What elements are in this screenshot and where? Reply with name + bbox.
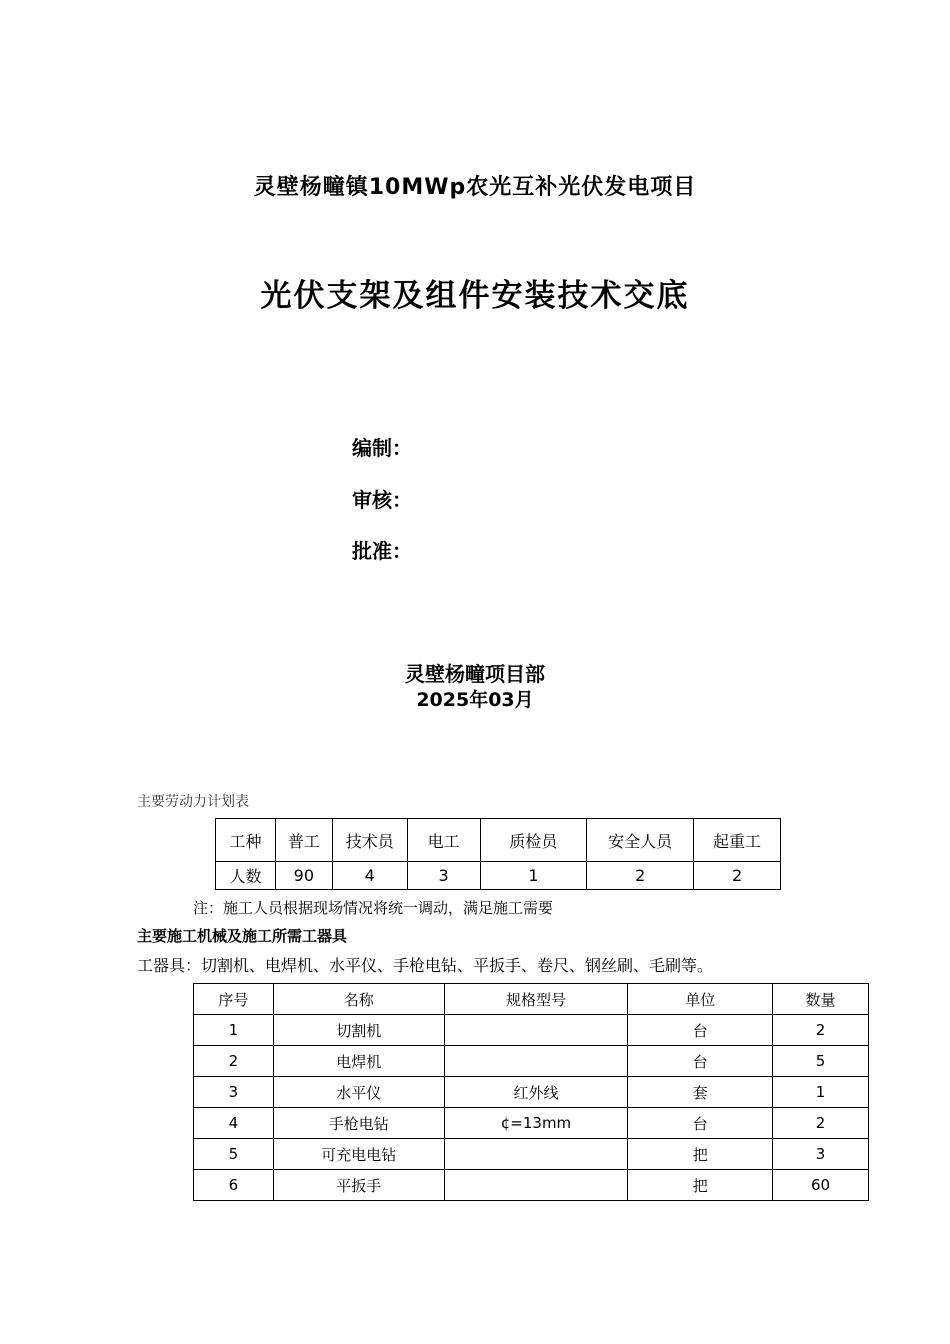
document-title: 光伏支架及组件安装技术交底 <box>260 278 690 314</box>
organization-name: 灵壁杨疃项目部 <box>405 662 545 686</box>
table-cell: 序号 <box>194 984 274 1015</box>
tools-list-text: 工器具：切割机、电焊机、水平仪、手枪电钻、平扳手、卷尺、钢丝刷、毛刷等。 <box>137 956 714 975</box>
prepared-by-label: 编制： <box>352 436 412 460</box>
table-cell: 质检员 <box>480 819 587 862</box>
table-header-row <box>194 984 869 1015</box>
table-cell: 1 <box>480 862 587 890</box>
table-cell: 起重工 <box>694 819 781 862</box>
table-cell: 电工 <box>407 819 480 862</box>
table-cell: 台 <box>628 1015 773 1046</box>
table-cell: 水平仪 <box>273 1077 444 1108</box>
table-cell: 台 <box>628 1046 773 1077</box>
table-cell: 套 <box>628 1077 773 1108</box>
table-cell <box>444 1139 628 1170</box>
table-cell: ¢=13mm <box>444 1108 628 1139</box>
table-row <box>194 1015 869 1046</box>
table-cell: 切割机 <box>273 1015 444 1046</box>
table-cell: 90 <box>275 862 332 890</box>
table-cell <box>444 1046 628 1077</box>
table-cell: 6 <box>194 1170 274 1201</box>
section-heading: 主要施工机械及施工所需工器具 <box>137 927 348 945</box>
table-row <box>194 1046 869 1077</box>
table-cell: 平扳手 <box>273 1170 444 1201</box>
table-cell: 1 <box>773 1077 869 1108</box>
table-cell: 可充电电钻 <box>273 1139 444 1170</box>
table-cell: 普工 <box>275 819 332 862</box>
document-date: 2025年03月 <box>416 689 534 711</box>
table-cell: 2 <box>587 862 694 890</box>
table-cell <box>444 1170 628 1201</box>
table-row <box>194 1108 869 1139</box>
table-cell: 数量 <box>773 984 869 1015</box>
table-cell: 4 <box>332 862 407 890</box>
table-cell: 3 <box>407 862 480 890</box>
table-cell <box>444 1015 628 1046</box>
table-cell: 3 <box>194 1077 274 1108</box>
equipment-table <box>193 983 869 1201</box>
table-cell: 1 <box>194 1015 274 1046</box>
table-cell: 2 <box>773 1015 869 1046</box>
table-row <box>194 1170 869 1201</box>
table-cell: 5 <box>194 1139 274 1170</box>
approved-by-label: 批准： <box>352 539 412 563</box>
table-cell: 台 <box>628 1108 773 1139</box>
table-cell: 电焊机 <box>273 1046 444 1077</box>
project-title: 灵壁杨疃镇10MWp农光互补光伏发电项目 <box>253 175 697 200</box>
table-row <box>216 862 781 890</box>
labor-table-caption: 主要劳动力计划表 <box>137 794 249 810</box>
table-header-row <box>216 819 781 862</box>
table-cell: 3 <box>773 1139 869 1170</box>
table-cell: 工种 <box>216 819 276 862</box>
table-cell: 规格型号 <box>444 984 628 1015</box>
labor-note: 注：施工人员根据现场情况将统一调动，满足施工需要 <box>193 899 554 917</box>
table-cell: 把 <box>628 1170 773 1201</box>
table-row <box>194 1077 869 1108</box>
table-cell: 2 <box>194 1046 274 1077</box>
reviewed-by-label: 审核： <box>352 488 412 512</box>
table-cell: 把 <box>628 1139 773 1170</box>
table-cell: 2 <box>773 1108 869 1139</box>
table-cell: 2 <box>694 862 781 890</box>
table-cell: 手枪电钻 <box>273 1108 444 1139</box>
table-cell: 安全人员 <box>587 819 694 862</box>
table-cell: 60 <box>773 1170 869 1201</box>
table-cell: 人数 <box>216 862 276 890</box>
table-cell: 5 <box>773 1046 869 1077</box>
table-cell: 名称 <box>273 984 444 1015</box>
table-cell: 4 <box>194 1108 274 1139</box>
labor-plan-table <box>215 818 781 890</box>
table-row <box>194 1139 869 1170</box>
table-cell: 技术员 <box>332 819 407 862</box>
table-cell: 红外线 <box>444 1077 628 1108</box>
table-cell: 单位 <box>628 984 773 1015</box>
